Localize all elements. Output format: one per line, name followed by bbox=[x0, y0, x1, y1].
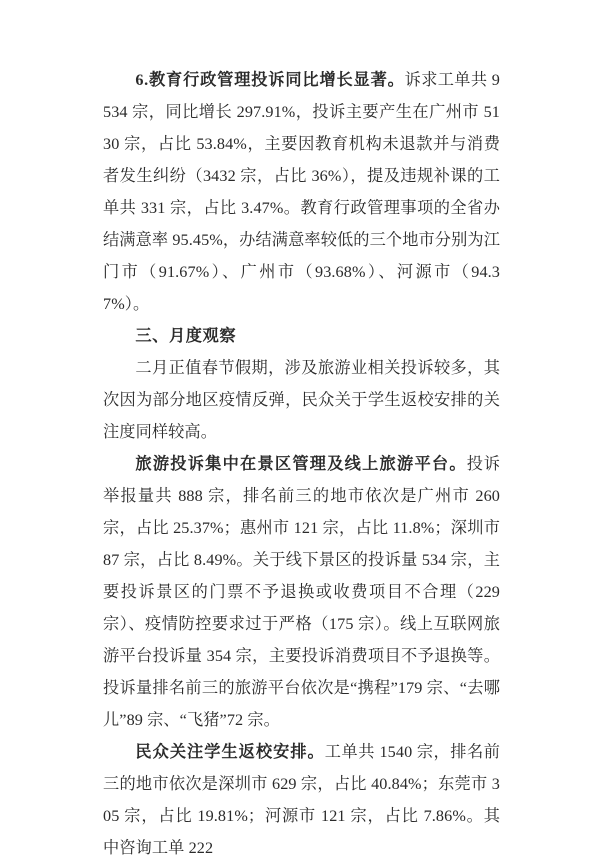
paragraph-lead-student-return: 民众关注学生返校安排。 bbox=[135, 743, 325, 761]
paragraph-lead-tourism: 旅游投诉集中在景区管理及线上旅游平台。 bbox=[135, 455, 467, 473]
paragraph-tourism-complaints bbox=[103, 448, 500, 736]
paragraph-education-complaints bbox=[103, 64, 500, 320]
paragraph-body-tourism: 投诉举报量共 888 宗，排名前三的地市依次是广州市 260 宗，占比 25.37%；惠州市 121 宗，占比 11.8%；深圳市 87 宗，占比 8.49%。关于线下景区的投诉量 534 宗，主要投诉景区的门票不予退换或收费项目不合理（229 宗）、疫情防控要求过于严格（175 宗）。线上互联网旅游平台投诉量 354 宗，主要投诉消费项目不予退换等。投诉量排名前三的旅游平台依次是“携程”179 宗、“去哪儿”89 宗、“飞猪”72 宗。 bbox=[103, 455, 500, 729]
paragraph-monthly-observation-intro bbox=[103, 352, 500, 448]
paragraph-student-return bbox=[103, 736, 500, 864]
paragraph-body-student-return: 工单共 1540 宗，排名前三的地市依次是深圳市 629 宗，占比 40.84%；东莞市 305 宗，占比 19.81%；河源市 121 宗，占比 7.86%。其中咨询工单 222 bbox=[103, 743, 500, 857]
paragraph-body-monthly-observation-intro: 二月正值春节假期，涉及旅游业相关投诉较多，其次因为部分地区疫情反弹，民众关于学生返校安排的关注度同样较高。 bbox=[103, 359, 500, 441]
document-body bbox=[103, 64, 500, 864]
paragraph-lead-education: 6.教育行政管理投诉同比增长显著。 bbox=[135, 71, 405, 89]
section-heading-monthly-observation: 三、月度观察 bbox=[135, 327, 237, 345]
paragraph-body-education: 诉求工单共 9534 宗，同比增长 297.91%，投诉主要产生在广州市 5130 宗，占比 53.84%，主要因教育机构未退款并与消费者发生纠纷（3432 宗，占比 36%），提及违规补课的工单共 331 宗，占比 3.47%。教育行政管理事项的全省办结满意率 95.45%，办结满意率较低的三个地市分别为江门市（91.67%）、广州市（93.68%）、河源市（94.37%）。 bbox=[103, 71, 500, 313]
